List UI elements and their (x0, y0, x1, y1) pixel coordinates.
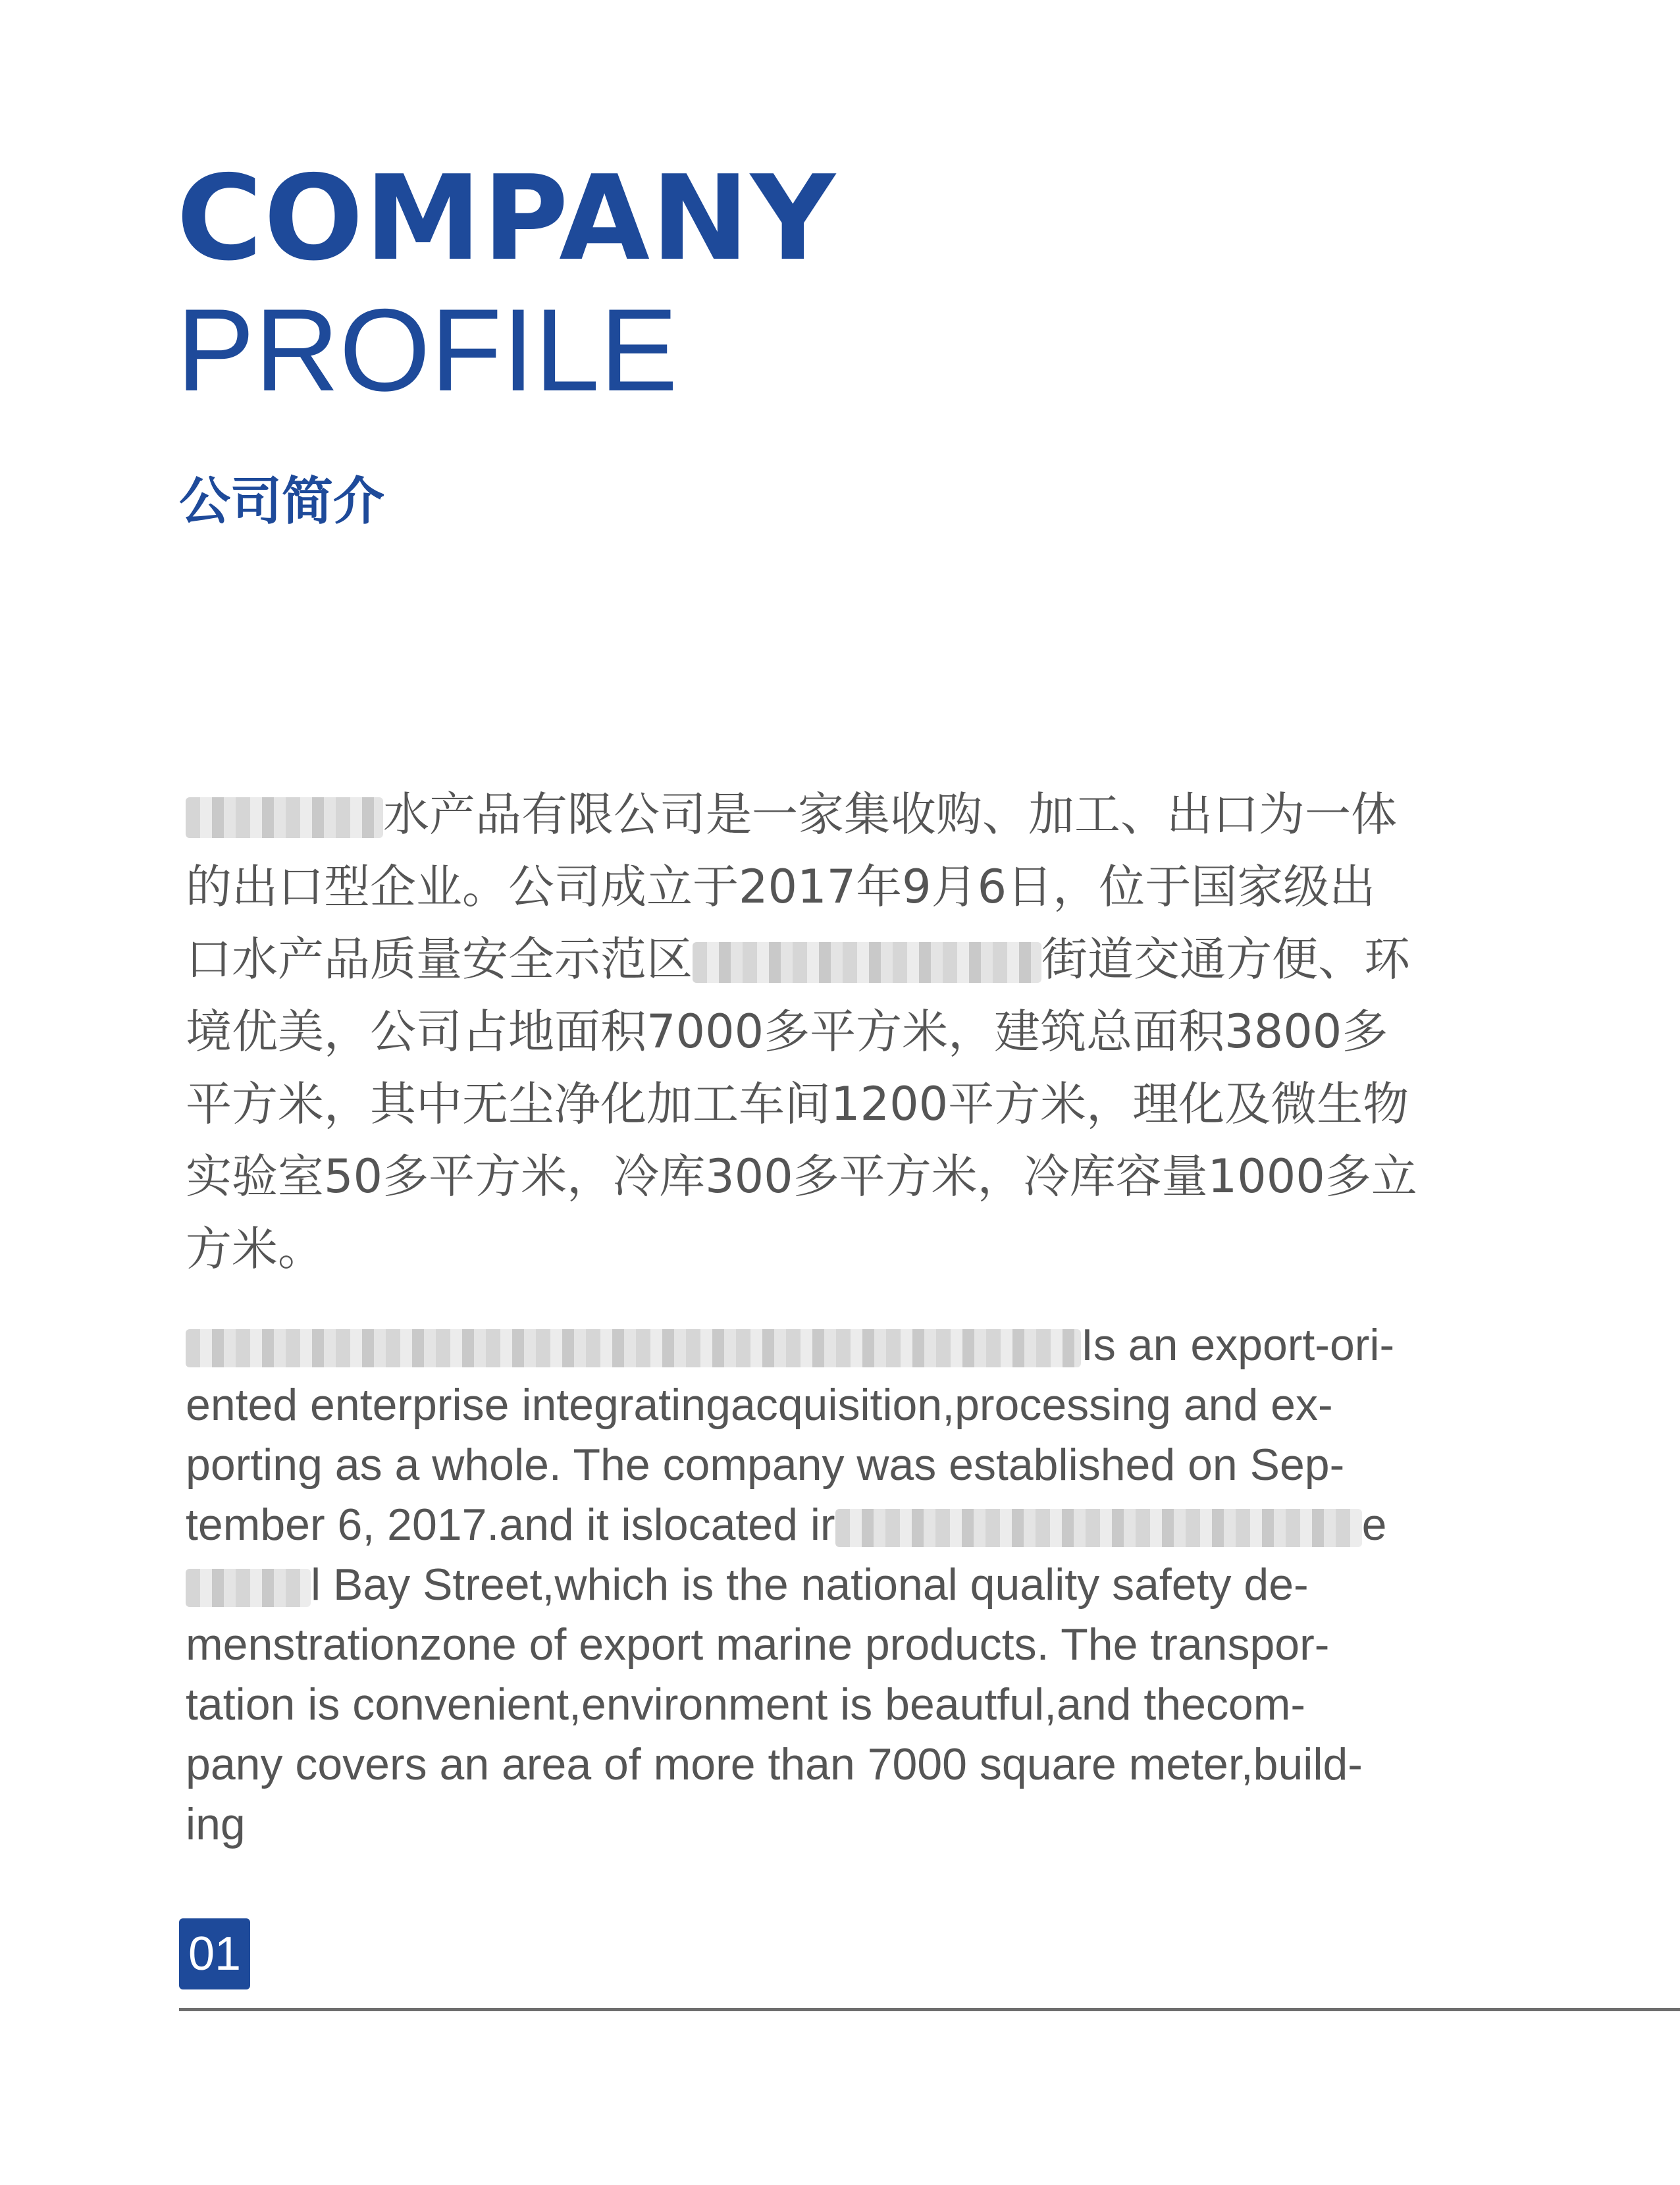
redacted-address-cn (693, 942, 1041, 983)
english-paragraph (186, 1315, 1555, 1855)
en-line-4b: e (1361, 1500, 1387, 1550)
redacted-company-name-en (186, 1329, 1081, 1367)
cn-line-6: 实验室50多平方米，冷库300多平方米，冷库容量1000多立 (186, 1149, 1417, 1203)
en-line-1: Is an export-ori- (1081, 1320, 1395, 1370)
en-line-7: tation is convenient,environment is beautful,and thecom- (186, 1679, 1305, 1729)
cn-line-1: 水产品有限公司是一家集收购、加工、出口为一体 (383, 787, 1397, 841)
title-profile: PROFILE (176, 284, 678, 415)
footer-divider (179, 2008, 1680, 2011)
cn-line-3a: 口水产品质量安全示范区 (186, 932, 693, 986)
redacted-company-name-cn (186, 797, 383, 838)
redacted-address-en (835, 1509, 1362, 1547)
subtitle-cn: 公司简介 (179, 472, 385, 531)
page-number-badge: 01 (179, 1918, 250, 1989)
cn-line-3b: 街道交通方便、环 (1041, 932, 1410, 986)
en-line-4a: tember 6, 2017.and it islocated ir (186, 1500, 835, 1550)
en-line-9: ing (186, 1799, 246, 1849)
en-line-3: porting as a whole. The company was established on Sep- (186, 1440, 1345, 1490)
cn-line-7: 方米。 (186, 1222, 324, 1276)
en-line-8: pany covers an area of more than 7000 square meter,build- (186, 1739, 1363, 1789)
en-line-2: ented enterprise integratingacquisition,processing and ex- (186, 1380, 1333, 1430)
title-company: COMPANY (176, 150, 837, 286)
cn-line-4: 境优美，公司占地面积7000多平方米，建筑总面积3800多 (186, 1005, 1388, 1059)
en-line-5: l Bay Street,which is the national quality safety de- (311, 1560, 1309, 1610)
redacted-address-en-2 (186, 1569, 311, 1607)
cn-line-5: 平方米，其中无尘净化加工车间1200平方米，理化及微生物 (186, 1077, 1409, 1131)
chinese-paragraph (186, 778, 1535, 1285)
en-line-6: menstrationzone of export marine products. The transpor- (186, 1619, 1330, 1670)
cn-line-2: 的出口型企业。公司成立于2017年9月6日，位于国家级出 (186, 860, 1376, 914)
